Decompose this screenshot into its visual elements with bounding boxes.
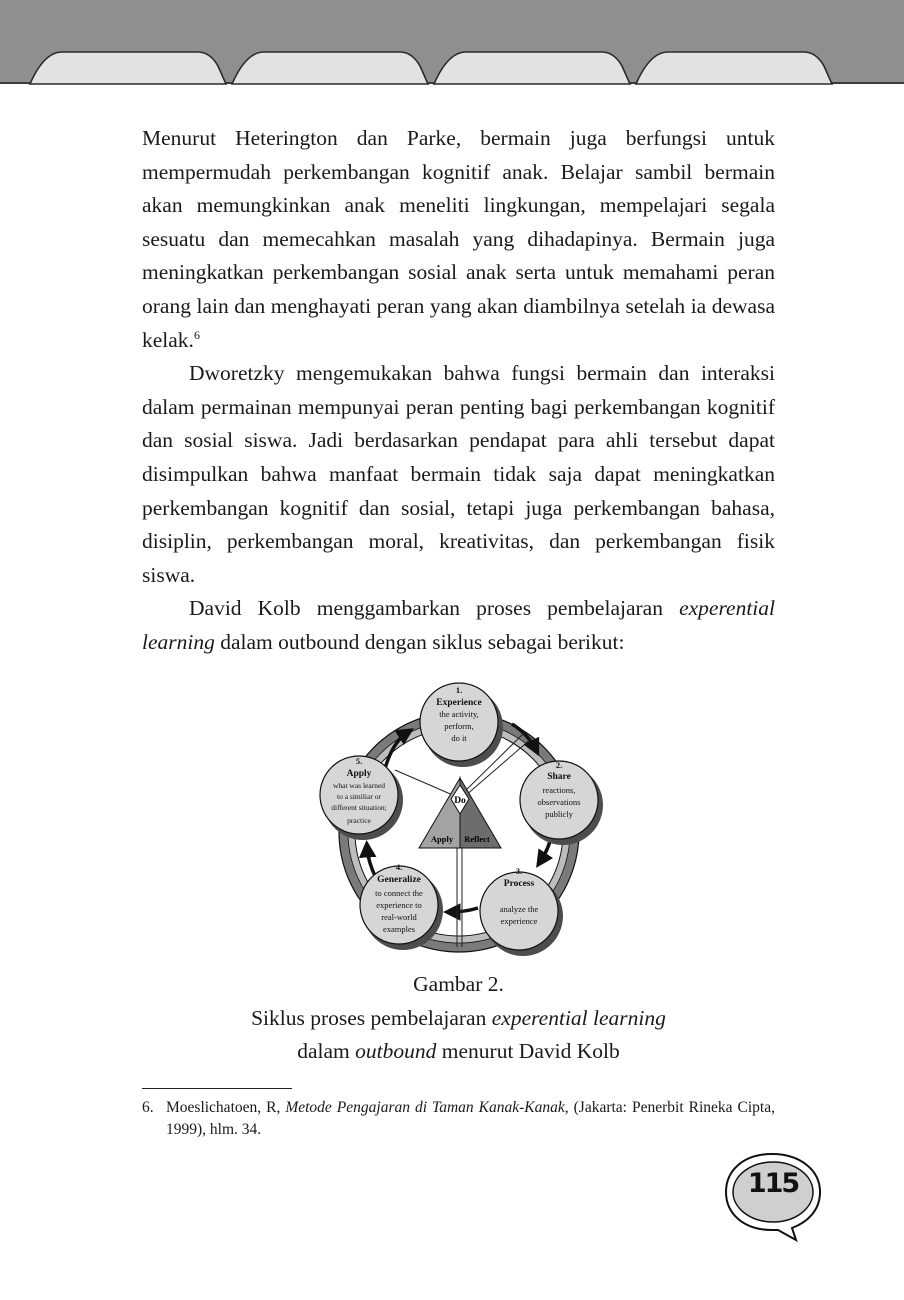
stage-5-number: 5.	[355, 756, 363, 766]
stage-3-number: 3.	[515, 866, 523, 876]
stage-2-desc: reactions,	[542, 785, 576, 795]
stage-3-title: Process	[503, 879, 535, 889]
caption-title: Gambar 2.	[413, 972, 504, 996]
header-tab-2	[232, 52, 428, 84]
footnote-number: 6.	[142, 1099, 154, 1116]
paragraph-3: David Kolb menggambarkan proses pembelajaran experential learning dalam outbound dengan siklus sebagai berikut:	[142, 596, 775, 654]
stage-1-desc: do it	[451, 733, 467, 743]
stage-1-number: 1.	[455, 685, 463, 695]
header-band	[0, 0, 904, 90]
kolb-cycle-diagram	[300, 672, 620, 957]
paragraph-1: Menurut Heterington dan Parke, bermain juga berfungsi untuk mempermudah perkembangan kognitif anak. Belajar sambil bermain akan memungkinkan anak meneliti lingkungan, mempelajari segala sesuatu dan memecahkan masalah yang dihadapinya. Bermain juga meningkatkan perkembangan sosial anak serta untuk memahami peran orang lain dan menghayati peran yang akan diambilnya setelah ia dewasa kelak.$^6$	[142, 126, 775, 352]
figure-caption	[142, 968, 775, 1069]
footnote	[142, 1097, 775, 1141]
header-tab-4	[636, 52, 832, 84]
stage-5-desc: to a similiar or	[337, 792, 381, 801]
stage-1-desc: the activity,	[439, 709, 479, 719]
footnote-text: Moeslichatoen, R, Metode Pengajaran di Taman Kanak-Kanak, (Jakarta: Penerbit Rineka Cipta, 1999), hlm. 34.	[166, 1099, 775, 1138]
stage-4-desc: examples	[382, 924, 416, 934]
stage-2-number: 2.	[555, 760, 563, 770]
stage-1-desc: perform,	[444, 721, 474, 731]
stage-5-desc: what was learned	[332, 781, 386, 790]
header-tab-1	[30, 52, 226, 84]
stage-1-title: Experience	[436, 698, 482, 708]
caption-line-3: dalam outbound menurut David Kolb	[297, 1039, 620, 1063]
stage-3-desc: experience	[500, 916, 538, 926]
triangle-label-reflect: Reflect	[464, 834, 490, 844]
stage-4-desc: real-world	[381, 912, 417, 922]
caption-line-2: Siklus proses pembelajaran experential learning	[251, 1005, 666, 1030]
stage-2-title: Share	[547, 772, 571, 782]
stage-5-title: Apply	[346, 769, 372, 779]
footnote-ref[interactable]: 6	[193, 327, 200, 342]
stage-4-number: 4.	[395, 862, 403, 872]
stage-2-desc: observations	[537, 797, 581, 807]
stage-4-title: Generalize	[377, 875, 421, 885]
stage-2-desc: publicly	[545, 809, 573, 819]
triangle-label-apply: Apply	[430, 834, 454, 844]
stage-5-desc: practice	[347, 816, 371, 825]
stage-4-desc: to connect the	[375, 888, 423, 898]
stage-5-desc: different situation;	[331, 803, 387, 812]
body-text	[142, 122, 775, 660]
stage-4-desc: experience to	[376, 900, 422, 910]
paragraph-2: Dworetzky mengemukakan bahwa fungsi bermain dan interaksi dalam permainan mempunyai peran penting bagi perkembangan kognitif dan sosial siswa. Jadi berdasarkan pendapat para ahli tersebut dapat disimpulkan bahwa manfaat bermain tidak saja dapat meningkatkan perkembangan kognitif dan sosial, tetapi juga perkembangan bahasa, disiplin, perkembangan moral, kreativitas, dan perkembangan fisik siswa.	[142, 361, 775, 587]
stage-3-desc: analyze the	[499, 904, 539, 914]
triangle-label-do: Do	[454, 796, 466, 806]
page-number: 115	[747, 1168, 799, 1199]
footnote-divider	[142, 1088, 292, 1089]
header-tab-3	[434, 52, 630, 84]
